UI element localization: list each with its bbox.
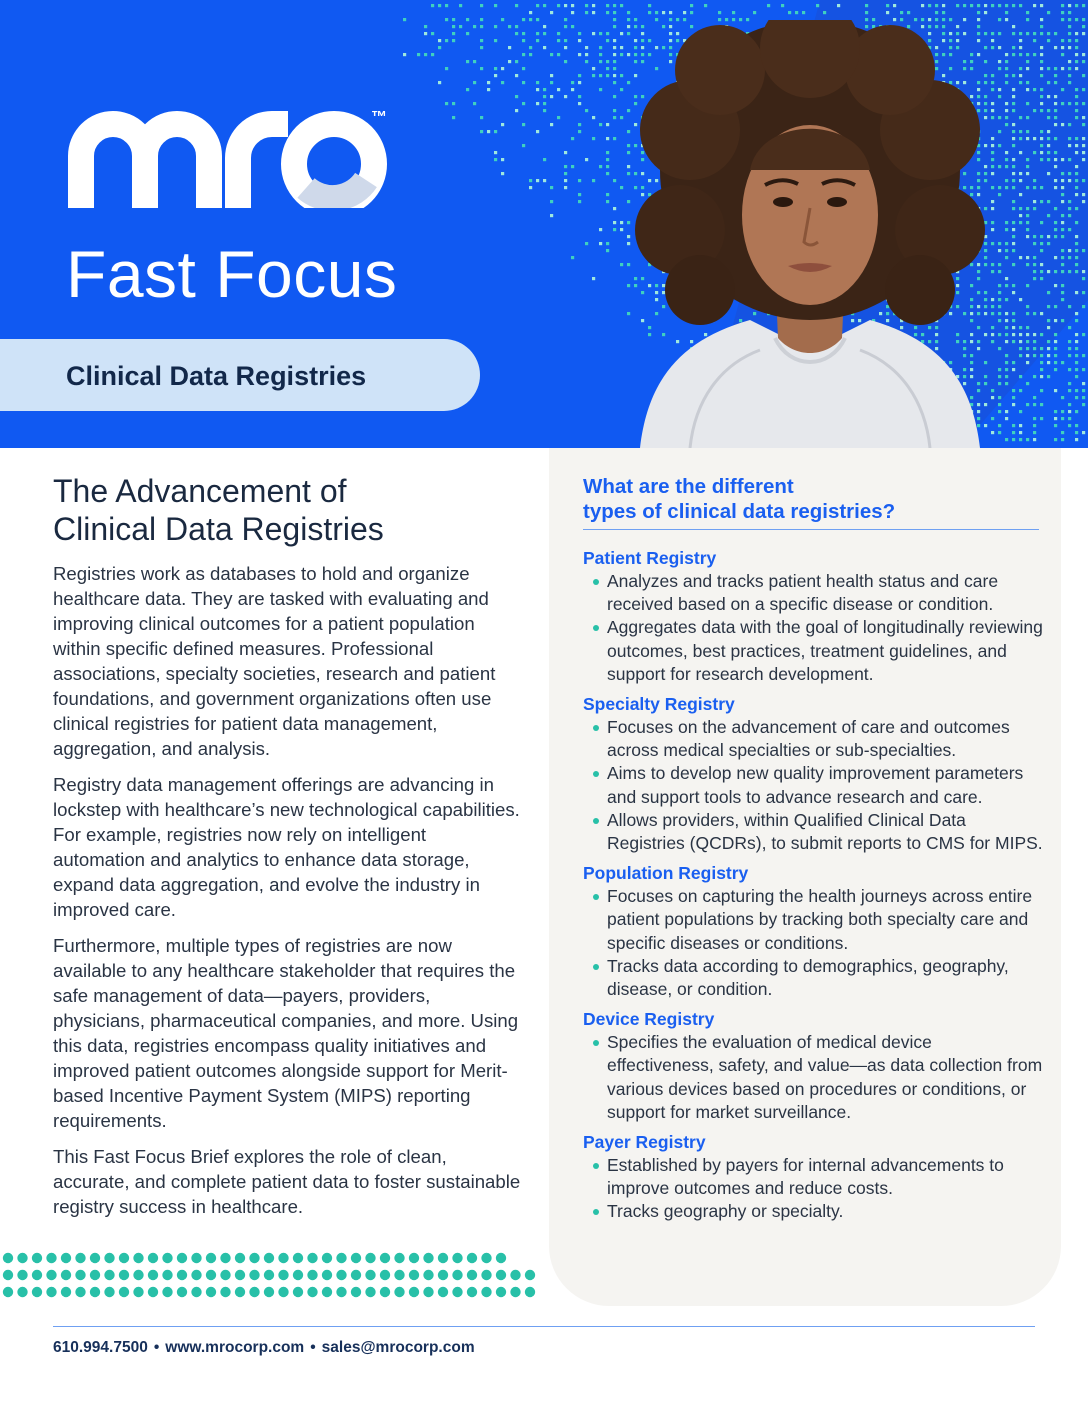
footer-separator: •	[153, 1339, 160, 1356]
hero-title: Fast Focus	[66, 237, 398, 311]
article-paragraph: Registries work as databases to hold and organize healthcare data. They are tasked with evaluating and improving clinical outcomes for a patient population within specific defined measures. Professional associations, specialty societies, research and patient foundations, and government organizations often use clinical registries for patient data management, aggregation, and analysis.	[53, 563, 496, 759]
email-link[interactable]: sales@mrocorp.com	[321, 1339, 475, 1356]
registry-type-title: Specialty Registry	[583, 694, 735, 715]
bullet-item: Tracks data according to demographics, geography, disease, or condition.	[583, 955, 1043, 1001]
topic-pill-label: Clinical Data Registries	[66, 361, 367, 391]
registry-types-panel	[549, 448, 1061, 1306]
svg-text:™: ™	[371, 109, 387, 126]
bullet-item: Aggregates data with the goal of longitudinally reviewing outcomes, best practices, treatment guidelines, and support for research development.	[583, 616, 1043, 686]
bullet-item: Allows providers, within Qualified Clinical Data Registries (QCDRs), to submit reports to CMS for MIPS.	[583, 809, 1043, 855]
article-paragraph: Registry data management offerings are advancing in lockstep with healthcare’s new technological capabilities. For example, registries now rely on intelligent automation and analytics to enhance data storage, expand data aggregation, and evolve the industry in improved care.	[53, 774, 520, 920]
hero-banner	[0, 0, 1088, 448]
article-column	[53, 472, 523, 1230]
bullet-item: Focuses on the advancement of care and outcomes across medical specialties or sub-specialties.	[583, 716, 1043, 762]
bullet-item: Focuses on capturing the health journeys across entire patient populations by tracking both specialty care and specific diseases or conditions.	[583, 885, 1043, 955]
bullet-item: Specifies the evaluation of medical device effectiveness, safety, and value—as data collection from various devices based on procedures or conditions, or support for market surveillance.	[583, 1031, 1043, 1124]
woman-portrait	[600, 20, 1020, 448]
bullet-item: Tracks geography or specialty.	[583, 1200, 1043, 1223]
registry-type-title: Patient Registry	[583, 548, 717, 568]
bullet-list	[583, 1154, 1043, 1224]
decorative-dot-grid	[0, 1250, 548, 1310]
panel-question: What are the different types of clinical data registries?	[583, 475, 896, 523]
article-heading: The Advancement of Clinical Data Registries	[53, 473, 384, 547]
registry-type-title: Payer Registry	[583, 1132, 706, 1153]
mro-logo	[66, 108, 406, 208]
footer-separator: •	[310, 1339, 316, 1356]
bullet-list	[583, 1031, 1043, 1124]
bullet-list	[583, 716, 1043, 855]
bullet-item: Aims to develop new quality improvement parameters and support tools to advance research and care.	[583, 762, 1043, 808]
article-paragraph: This Fast Focus Brief explores the role of clean, accurate, and complete patient data to foster sustainable registry success in healthcare.	[53, 1146, 521, 1217]
bullet-list	[583, 885, 1043, 1001]
footer-divider	[53, 1326, 1035, 1327]
website-link[interactable]: www.mrocorp.com	[165, 1339, 305, 1356]
contact-footer	[53, 1339, 475, 1357]
bullet-item: Analyzes and tracks patient health status and care received based on a specific disease or condition.	[583, 570, 1043, 616]
registry-type-title: Device Registry	[583, 1009, 715, 1030]
bullet-list	[583, 570, 1043, 686]
registry-type-list	[583, 546, 1043, 1224]
topic-pill	[0, 339, 480, 411]
bullet-item: Established by payers for internal advancements to improve outcomes and reduce costs.	[583, 1154, 1043, 1200]
article-paragraph: Furthermore, multiple types of registries are now available to any healthcare stakeholder that requires the safe management of data—payers, providers, physicians, pharmaceutical companies, and more. Using this data, registries encompass quality initiatives and improved patient outcomes alongside support for Merit-based Incentive Payment System (MIPS) reporting requirements.	[53, 935, 519, 1131]
phone-link[interactable]: 610.994.7500	[53, 1339, 148, 1356]
panel-divider	[583, 529, 1039, 530]
registry-type-title: Population Registry	[583, 863, 749, 884]
